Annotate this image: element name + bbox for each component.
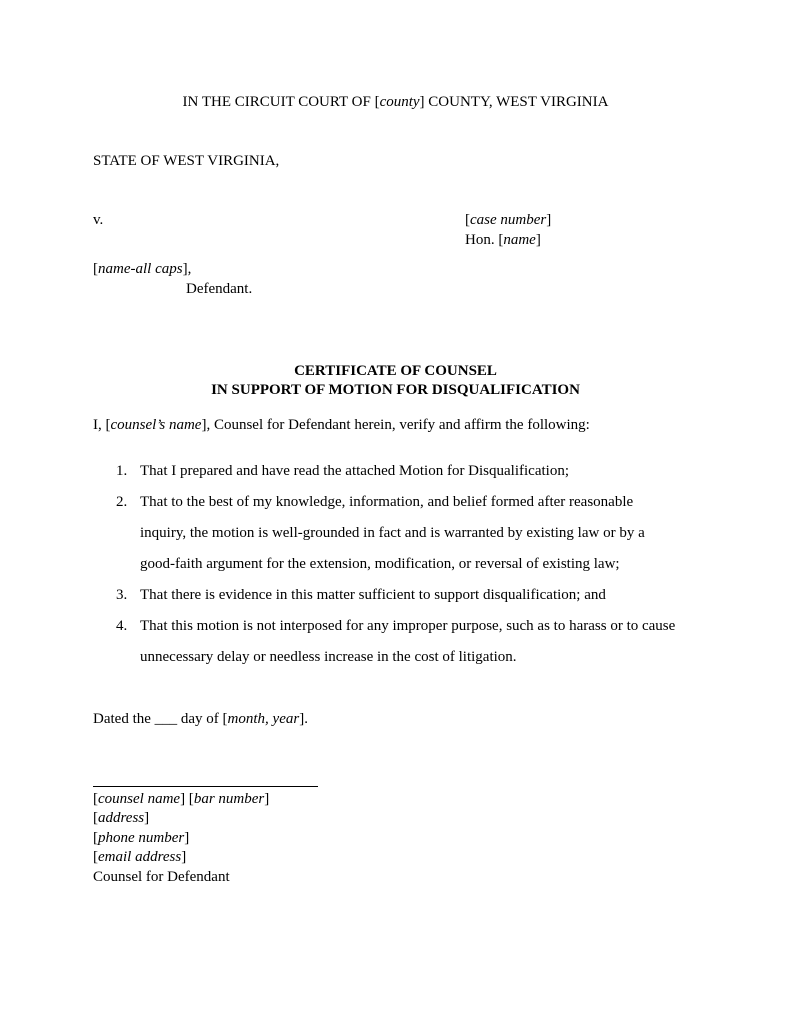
defendant-name-open: [ — [93, 261, 98, 277]
defendant-name-placeholder: name-all caps — [98, 261, 183, 277]
case-number-open: [ — [465, 212, 470, 228]
sig-bracket: [ — [93, 849, 98, 865]
signature-role: Counsel for Defendant — [93, 869, 230, 885]
court-heading-county: county — [379, 94, 420, 110]
sig-bracket: ] — [184, 830, 190, 846]
item-4-line-2: unnecessary delay or needless increase in the cost of litigation. — [140, 649, 517, 665]
intro-paragraph — [93, 416, 590, 435]
dated-placeholder: month, year — [227, 711, 300, 727]
item-1-line-1: That I prepared and have read the attached Motion for Disqualification; — [140, 463, 569, 479]
intro-counsel-placeholder: counsel’s name — [110, 417, 202, 433]
document-title-line1: CERTIFICATE OF COUNSEL — [294, 363, 497, 379]
intro-pre: I, [ — [93, 417, 111, 433]
court-heading — [0, 93, 791, 112]
item-2-line-3: good-faith argument for the extension, modification, or reversal of existing law; — [140, 556, 620, 572]
case-number-close: ] — [546, 212, 552, 228]
item-number: 3. — [116, 587, 128, 603]
plaintiff-name: STATE OF WEST VIRGINIA, — [93, 153, 280, 169]
item-number: 2. — [116, 494, 128, 510]
item-number: 4. — [116, 618, 128, 634]
defendant-label: Defendant. — [186, 281, 253, 297]
sig-bracket: ] — [144, 810, 150, 826]
defendant-name-close: ], — [182, 261, 192, 277]
sig-phone-placeholder: phone number — [98, 830, 185, 846]
versus-label: v. — [93, 212, 104, 228]
sig-bracket: [ — [93, 791, 98, 807]
sig-bar-placeholder: bar number — [193, 791, 265, 807]
judge-placeholder: name — [503, 232, 536, 248]
item-4-line-1: That this motion is not interposed for any improper purpose, such as to harass or to cause — [140, 618, 676, 634]
item-3-line-1: That there is evidence in this matter sufficient to support disqualification; and — [140, 587, 606, 603]
defendant-name — [93, 260, 191, 279]
judge-close: ] — [535, 232, 541, 248]
item-number: 1. — [116, 463, 128, 479]
signature-line — [93, 786, 318, 787]
sig-bracket: [ — [93, 830, 98, 846]
item-2-line-2: inquiry, the motion is well-grounded in fact and is warranted by existing law or by a — [140, 525, 645, 541]
sig-counsel-placeholder: counsel name — [98, 791, 181, 807]
court-heading-pre: IN THE CIRCUIT COURT OF [ — [182, 94, 380, 110]
court-heading-post: ] COUNTY, WEST VIRGINIA — [419, 94, 609, 110]
item-2-line-1: That to the best of my knowledge, information, and belief formed after reasonable — [140, 494, 634, 510]
sig-address-placeholder: address — [98, 810, 145, 826]
case-number-placeholder: case number — [470, 212, 547, 228]
case-number — [465, 211, 551, 230]
signature-email-line — [93, 848, 186, 867]
dated-line — [93, 710, 308, 729]
judge-name — [465, 231, 541, 250]
sig-bracket: ] [ — [180, 791, 194, 807]
signature-phone-line — [93, 829, 189, 848]
sig-bracket: ] — [181, 849, 187, 865]
sig-email-placeholder: email address — [98, 849, 182, 865]
document-title-line2: IN SUPPORT OF MOTION FOR DISQUALIFICATION — [211, 382, 580, 398]
intro-post: ], Counsel for Defendant herein, verify and affirm the following: — [201, 417, 590, 433]
signature-counsel-line — [93, 790, 269, 809]
dated-pre: Dated the ___ day of [ — [93, 711, 228, 727]
sig-bracket: [ — [93, 810, 98, 826]
dated-post: ]. — [299, 711, 308, 727]
signature-address-line — [93, 809, 149, 828]
sig-bracket: ] — [264, 791, 270, 807]
judge-prefix: Hon. [ — [465, 232, 504, 248]
